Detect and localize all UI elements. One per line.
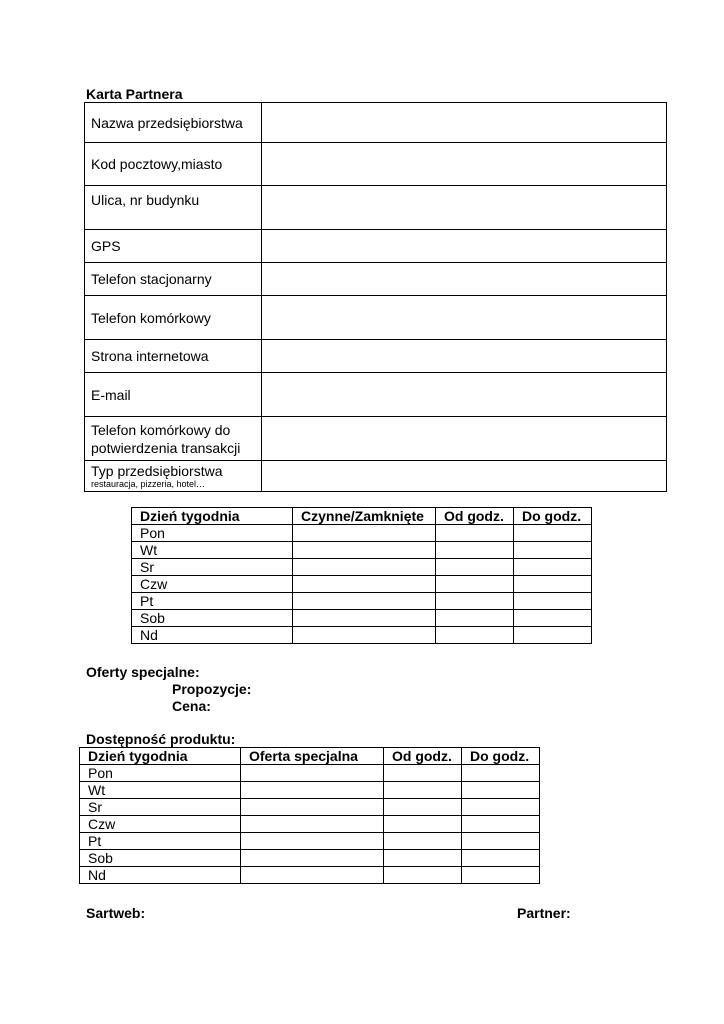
offer-cell[interactable] [241, 799, 384, 816]
to-cell[interactable] [462, 867, 540, 884]
to-cell[interactable] [462, 833, 540, 850]
to-cell[interactable] [514, 593, 592, 610]
special-offers-heading: Oferty specjalne: [86, 664, 200, 680]
street-field[interactable] [261, 186, 666, 230]
table-row [85, 186, 667, 230]
day-cell: Wt [80, 782, 241, 799]
day-cell: Nd [132, 627, 293, 644]
availability-heading: Dostępność produktu: [86, 731, 236, 747]
field-sublabel: restauracja, pizzeria, hotel… [91, 478, 206, 489]
table-row [85, 373, 667, 417]
to-cell[interactable] [514, 576, 592, 593]
table-row [85, 230, 667, 263]
day-cell: Sr [132, 559, 293, 576]
from-cell[interactable] [384, 782, 462, 799]
table-row [80, 765, 540, 782]
company-type-field[interactable] [261, 461, 666, 492]
gps-field[interactable] [261, 230, 666, 263]
offer-cell[interactable] [241, 867, 384, 884]
confirmation-mobile-field[interactable] [261, 417, 666, 461]
status-cell[interactable] [293, 542, 436, 559]
to-cell[interactable] [462, 816, 540, 833]
field-label: GPS [85, 230, 262, 263]
table-header-row [132, 508, 592, 525]
column-header: Dzień tygodnia [80, 748, 241, 765]
day-cell: Sob [132, 610, 293, 627]
table-row [80, 850, 540, 867]
offer-cell[interactable] [241, 765, 384, 782]
status-cell[interactable] [293, 593, 436, 610]
day-cell: Nd [80, 867, 241, 884]
day-cell: Pt [132, 593, 293, 610]
offer-cell[interactable] [241, 850, 384, 867]
table-row [80, 833, 540, 850]
table-row [132, 627, 592, 644]
from-cell[interactable] [384, 816, 462, 833]
table-row [85, 143, 667, 186]
status-cell[interactable] [293, 576, 436, 593]
partner-signature-label: Partner: [517, 905, 571, 921]
table-row [132, 610, 592, 627]
from-cell[interactable] [384, 833, 462, 850]
table-row [80, 867, 540, 884]
day-cell: Pon [80, 765, 241, 782]
price-label: Cena: [172, 698, 211, 714]
column-header: Do godz. [514, 508, 592, 525]
to-cell[interactable] [462, 850, 540, 867]
day-cell: Pt [80, 833, 241, 850]
offer-cell[interactable] [241, 816, 384, 833]
from-cell[interactable] [436, 542, 514, 559]
status-cell[interactable] [293, 559, 436, 576]
status-cell[interactable] [293, 525, 436, 542]
table-row [85, 417, 667, 461]
table-row [132, 542, 592, 559]
to-cell[interactable] [462, 782, 540, 799]
day-cell: Pon [132, 525, 293, 542]
from-cell[interactable] [436, 627, 514, 644]
from-cell[interactable] [384, 850, 462, 867]
field-label: E-mail [85, 373, 262, 417]
sartweb-signature-label: Sartweb: [86, 905, 146, 921]
table-row [132, 593, 592, 610]
column-header: Od godz. [384, 748, 462, 765]
table-row [85, 461, 667, 492]
column-header: Do godz. [462, 748, 540, 765]
to-cell[interactable] [514, 627, 592, 644]
proposals-label: Propozycje: [172, 681, 252, 697]
field-label [85, 417, 262, 461]
table-row [80, 799, 540, 816]
to-cell[interactable] [514, 542, 592, 559]
field-label: Ulica, nr budynku [85, 186, 262, 230]
day-cell: Sr [80, 799, 241, 816]
table-row [85, 263, 667, 296]
status-cell[interactable] [293, 610, 436, 627]
table-row [85, 103, 667, 143]
to-cell[interactable] [514, 610, 592, 627]
column-header: Dzień tygodnia [132, 508, 293, 525]
table-row [85, 340, 667, 373]
from-cell[interactable] [384, 799, 462, 816]
email-field[interactable] [261, 373, 666, 417]
availability-table [79, 747, 540, 884]
from-cell[interactable] [436, 525, 514, 542]
field-label-line2: potwierdzenia transakcji [91, 439, 241, 456]
page-title: Karta Partnera [86, 86, 183, 102]
day-cell: Czw [132, 576, 293, 593]
from-cell[interactable] [436, 576, 514, 593]
to-cell[interactable] [462, 799, 540, 816]
field-label [85, 461, 262, 492]
column-header: Oferta specjalna [241, 748, 384, 765]
opening-hours-table [131, 507, 592, 644]
offer-cell[interactable] [241, 782, 384, 799]
column-header: Czynne/Zamknięte [293, 508, 436, 525]
day-cell: Sob [80, 850, 241, 867]
from-cell[interactable] [436, 559, 514, 576]
to-cell[interactable] [514, 525, 592, 542]
from-cell[interactable] [436, 593, 514, 610]
company-name-field[interactable] [261, 103, 666, 143]
day-cell: Wt [132, 542, 293, 559]
from-cell[interactable] [384, 765, 462, 782]
column-header: Od godz. [436, 508, 514, 525]
table-row [80, 816, 540, 833]
field-label: Telefon komórkowy [85, 296, 262, 340]
website-field[interactable] [261, 340, 666, 373]
field-label: Strona internetowa [85, 340, 262, 373]
status-cell[interactable] [293, 627, 436, 644]
landline-field[interactable] [261, 263, 666, 296]
from-cell[interactable] [384, 867, 462, 884]
table-row [132, 525, 592, 542]
from-cell[interactable] [436, 610, 514, 627]
day-cell: Czw [80, 816, 241, 833]
partner-card-table [84, 102, 667, 492]
field-label: Nazwa przedsiębiorstwa [85, 103, 262, 143]
table-row [80, 782, 540, 799]
table-header-row [80, 748, 540, 765]
table-row [132, 576, 592, 593]
postal-city-field[interactable] [261, 143, 666, 186]
table-row [132, 559, 592, 576]
field-label-line1: Telefon komórkowy do [91, 421, 231, 438]
mobile-field[interactable] [261, 296, 666, 340]
to-cell[interactable] [462, 765, 540, 782]
table-row [85, 296, 667, 340]
field-label: Telefon stacjonarny [85, 263, 262, 296]
offer-cell[interactable] [241, 833, 384, 850]
field-label-main: Typ przedsiębiorstwa [91, 462, 223, 479]
field-label: Kod pocztowy,miasto [85, 143, 262, 186]
to-cell[interactable] [514, 559, 592, 576]
